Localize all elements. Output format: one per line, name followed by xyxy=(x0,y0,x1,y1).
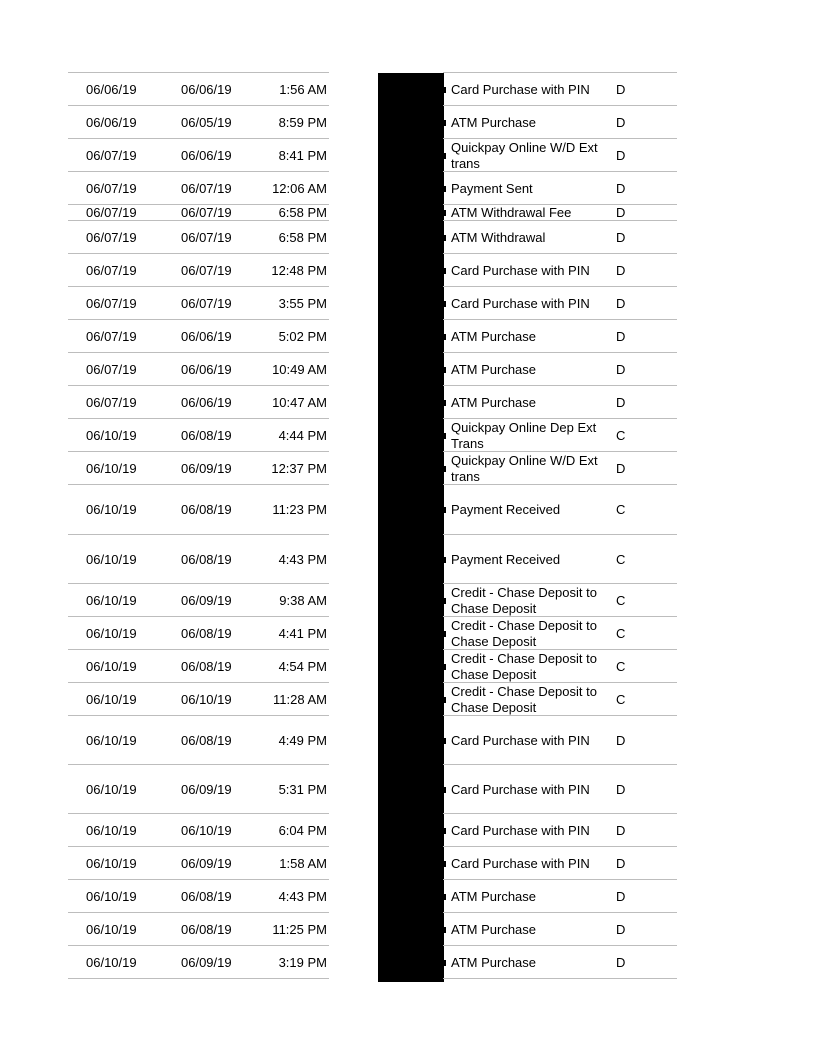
transaction-type: C xyxy=(616,691,626,707)
posted-date: 06/07/19 xyxy=(86,328,137,344)
transaction-type: C xyxy=(616,592,626,608)
transaction-time: 6:58 PM xyxy=(278,205,327,220)
posted-date: 06/07/19 xyxy=(86,262,137,278)
redaction-edge-mark xyxy=(444,697,446,703)
posted-date: 06/07/19 xyxy=(86,295,137,311)
redaction-edge-mark xyxy=(444,433,446,439)
transaction-description: ATM Purchase xyxy=(451,921,537,937)
redaction-edge-mark xyxy=(444,787,446,793)
transaction-date: 06/06/19 xyxy=(181,147,232,163)
transaction-description: Card Purchase with PIN xyxy=(451,81,590,97)
transaction-time: 5:02 PM xyxy=(278,328,327,344)
transaction-description: Card Purchase with PIN xyxy=(451,781,590,797)
transaction-type: D xyxy=(616,229,626,245)
posted-date: 06/10/19 xyxy=(86,781,137,797)
table-row xyxy=(0,353,816,386)
transaction-date: 06/06/19 xyxy=(181,394,232,410)
transaction-date: 06/07/19 xyxy=(181,262,232,278)
redaction-edge-mark xyxy=(444,210,446,216)
transaction-description: Payment Received xyxy=(451,551,561,567)
posted-date: 06/10/19 xyxy=(86,502,137,517)
table-row xyxy=(0,485,816,535)
posted-date: 06/10/19 xyxy=(86,954,137,970)
transaction-type: D xyxy=(616,460,626,476)
table-row xyxy=(0,765,816,814)
redaction-edge-mark xyxy=(444,268,446,274)
posted-date: 06/06/19 xyxy=(86,81,137,97)
transaction-description: Credit - Chase Deposit to Chase Deposit xyxy=(451,584,597,616)
transaction-type: D xyxy=(616,205,626,220)
transaction-type: D xyxy=(616,114,626,130)
table-row xyxy=(0,320,816,353)
transaction-description: Card Purchase with PIN xyxy=(451,855,590,871)
transaction-time: 3:55 PM xyxy=(278,295,327,311)
table-row xyxy=(0,452,816,485)
redaction-edge-mark xyxy=(444,367,446,373)
transaction-date: 06/08/19 xyxy=(181,625,232,641)
transaction-description: ATM Purchase xyxy=(451,361,537,377)
posted-date: 06/07/19 xyxy=(86,229,137,245)
transaction-date: 06/06/19 xyxy=(181,361,232,377)
posted-date: 06/07/19 xyxy=(86,205,137,220)
transaction-date: 06/08/19 xyxy=(181,888,232,904)
transaction-type: D xyxy=(616,147,626,163)
table-row xyxy=(0,419,816,452)
transaction-type: D xyxy=(616,81,626,97)
transaction-date: 06/09/19 xyxy=(181,592,232,608)
transaction-time: 6:04 PM xyxy=(278,822,327,838)
transaction-type: D xyxy=(616,295,626,311)
table-row xyxy=(0,73,816,106)
transaction-type: C xyxy=(616,625,626,641)
transaction-description: Card Purchase with PIN xyxy=(451,822,590,838)
table-row xyxy=(0,814,816,847)
transaction-date: 06/08/19 xyxy=(181,921,232,937)
transaction-time: 6:58 PM xyxy=(278,229,327,245)
transaction-type: D xyxy=(616,855,626,871)
table-row xyxy=(0,139,816,172)
transaction-time: 12:48 PM xyxy=(271,262,327,278)
transaction-type: D xyxy=(616,180,626,196)
transaction-date: 06/06/19 xyxy=(181,81,232,97)
transaction-type: C xyxy=(616,551,626,567)
transaction-type: D xyxy=(616,781,626,797)
transaction-description: ATM Purchase xyxy=(451,954,537,970)
transaction-time: 3:19 PM xyxy=(278,954,327,970)
transaction-description: Credit - Chase Deposit to Chase Deposit xyxy=(451,617,597,649)
table-row xyxy=(0,683,816,716)
transaction-type: D xyxy=(616,394,626,410)
transaction-time: 4:43 PM xyxy=(278,551,327,567)
transaction-time: 9:38 AM xyxy=(279,592,327,608)
transaction-description: Quickpay Online Dep Ext Trans xyxy=(451,419,597,451)
table-row xyxy=(0,205,816,221)
redaction-edge-mark xyxy=(444,235,446,241)
table-row xyxy=(0,650,816,683)
redaction-edge-mark xyxy=(444,738,446,744)
transaction-description: Card Purchase with PIN xyxy=(451,295,590,311)
redaction-edge-mark xyxy=(444,631,446,637)
transaction-time: 5:31 PM xyxy=(278,781,327,797)
transaction-date: 06/06/19 xyxy=(181,328,232,344)
transaction-date: 06/07/19 xyxy=(181,180,232,196)
transaction-description: ATM Withdrawal Fee xyxy=(451,205,572,220)
transaction-date: 06/10/19 xyxy=(181,822,232,838)
posted-date: 06/10/19 xyxy=(86,888,137,904)
table-row xyxy=(0,386,816,419)
transaction-time: 10:49 AM xyxy=(272,361,327,377)
table-row xyxy=(0,913,816,946)
transaction-type: D xyxy=(616,262,626,278)
transaction-time: 1:58 AM xyxy=(279,855,327,871)
transaction-type: D xyxy=(616,732,626,748)
redaction-edge-mark xyxy=(444,927,446,933)
transaction-date: 06/08/19 xyxy=(181,551,232,567)
posted-date: 06/10/19 xyxy=(86,592,137,608)
posted-date: 06/07/19 xyxy=(86,361,137,377)
table-row xyxy=(0,221,816,254)
redaction-edge-mark xyxy=(444,894,446,900)
transaction-time: 12:06 AM xyxy=(272,180,327,196)
redaction-edge-mark xyxy=(444,466,446,472)
transaction-description: ATM Purchase xyxy=(451,328,537,344)
transaction-date: 06/08/19 xyxy=(181,732,232,748)
redaction-edge-mark xyxy=(444,598,446,604)
transaction-type: D xyxy=(616,328,626,344)
transaction-description: Quickpay Online W/D Ext trans xyxy=(451,139,598,171)
transaction-type: C xyxy=(616,502,626,517)
transaction-time: 10:47 AM xyxy=(272,394,327,410)
row-divider xyxy=(443,978,677,979)
redaction-edge-mark xyxy=(444,664,446,670)
transaction-description: ATM Purchase xyxy=(451,888,537,904)
transaction-description: ATM Withdrawal xyxy=(451,229,546,245)
transaction-time: 11:28 AM xyxy=(273,691,327,707)
transaction-date: 06/09/19 xyxy=(181,855,232,871)
transaction-type: D xyxy=(616,921,626,937)
transaction-type: D xyxy=(616,954,626,970)
posted-date: 06/10/19 xyxy=(86,691,137,707)
redaction-edge-mark xyxy=(444,507,446,513)
redaction-edge-mark xyxy=(444,861,446,867)
transaction-description: Credit - Chase Deposit to Chase Deposit xyxy=(451,683,597,715)
transaction-date: 06/09/19 xyxy=(181,781,232,797)
table-row xyxy=(0,584,816,617)
transaction-time: 1:56 AM xyxy=(279,81,327,97)
row-divider xyxy=(68,978,329,979)
posted-date: 06/10/19 xyxy=(86,921,137,937)
posted-date: 06/10/19 xyxy=(86,551,137,567)
transaction-description: Payment Received xyxy=(451,502,561,517)
posted-date: 06/10/19 xyxy=(86,427,137,443)
table-row xyxy=(0,880,816,913)
table-row xyxy=(0,617,816,650)
transaction-description: Credit - Chase Deposit to Chase Deposit xyxy=(451,650,597,682)
transaction-time: 12:37 PM xyxy=(271,460,327,476)
redaction-edge-mark xyxy=(444,153,446,159)
posted-date: 06/10/19 xyxy=(86,625,137,641)
redaction-edge-mark xyxy=(444,87,446,93)
transaction-date: 06/07/19 xyxy=(181,295,232,311)
redaction-edge-mark xyxy=(444,960,446,966)
table-row xyxy=(0,172,816,205)
transaction-type: D xyxy=(616,822,626,838)
transaction-description: Payment Sent xyxy=(451,180,533,196)
transaction-description: Card Purchase with PIN xyxy=(451,262,590,278)
redaction-edge-mark xyxy=(444,301,446,307)
redaction-edge-mark xyxy=(444,334,446,340)
transaction-date: 06/08/19 xyxy=(181,658,232,674)
posted-date: 06/07/19 xyxy=(86,180,137,196)
redaction-edge-mark xyxy=(444,557,446,563)
transaction-time: 4:43 PM xyxy=(278,888,327,904)
posted-date: 06/10/19 xyxy=(86,460,137,476)
transaction-date: 06/09/19 xyxy=(181,954,232,970)
transaction-date: 06/10/19 xyxy=(181,691,232,707)
table-row xyxy=(0,847,816,880)
transaction-type: D xyxy=(616,361,626,377)
transaction-date: 06/09/19 xyxy=(181,460,232,476)
redaction-edge-mark xyxy=(444,186,446,192)
posted-date: 06/10/19 xyxy=(86,822,137,838)
transaction-date: 06/07/19 xyxy=(181,205,232,220)
posted-date: 06/10/19 xyxy=(86,855,137,871)
transaction-type: C xyxy=(616,427,626,443)
transaction-date: 06/08/19 xyxy=(181,427,232,443)
transaction-date: 06/08/19 xyxy=(181,502,232,517)
transaction-date: 06/05/19 xyxy=(181,114,232,130)
transaction-time: 11:23 PM xyxy=(272,502,327,517)
transaction-time: 11:25 PM xyxy=(272,921,327,937)
redaction-edge-mark xyxy=(444,120,446,126)
transaction-description: Quickpay Online W/D Ext trans xyxy=(451,452,598,484)
transaction-time: 4:41 PM xyxy=(278,625,327,641)
table-row xyxy=(0,946,816,979)
transaction-time: 8:41 PM xyxy=(278,147,327,163)
posted-date: 06/10/19 xyxy=(86,732,137,748)
transaction-time: 8:59 PM xyxy=(278,114,327,130)
table-row xyxy=(0,287,816,320)
transaction-date: 06/07/19 xyxy=(181,229,232,245)
transaction-description: Card Purchase with PIN xyxy=(451,732,590,748)
posted-date: 06/06/19 xyxy=(86,114,137,130)
transaction-time: 4:44 PM xyxy=(278,427,327,443)
table-row xyxy=(0,254,816,287)
transaction-time: 4:49 PM xyxy=(278,732,327,748)
posted-date: 06/10/19 xyxy=(86,658,137,674)
redaction-edge-mark xyxy=(444,400,446,406)
transaction-type: D xyxy=(616,888,626,904)
table-row xyxy=(0,716,816,765)
posted-date: 06/07/19 xyxy=(86,394,137,410)
transaction-description: ATM Purchase xyxy=(451,114,537,130)
posted-date: 06/07/19 xyxy=(86,147,137,163)
table-row xyxy=(0,106,816,139)
redaction-edge-mark xyxy=(444,828,446,834)
transaction-description: ATM Purchase xyxy=(451,394,537,410)
transaction-type: C xyxy=(616,658,626,674)
transaction-time: 4:54 PM xyxy=(278,658,327,674)
table-row xyxy=(0,535,816,584)
